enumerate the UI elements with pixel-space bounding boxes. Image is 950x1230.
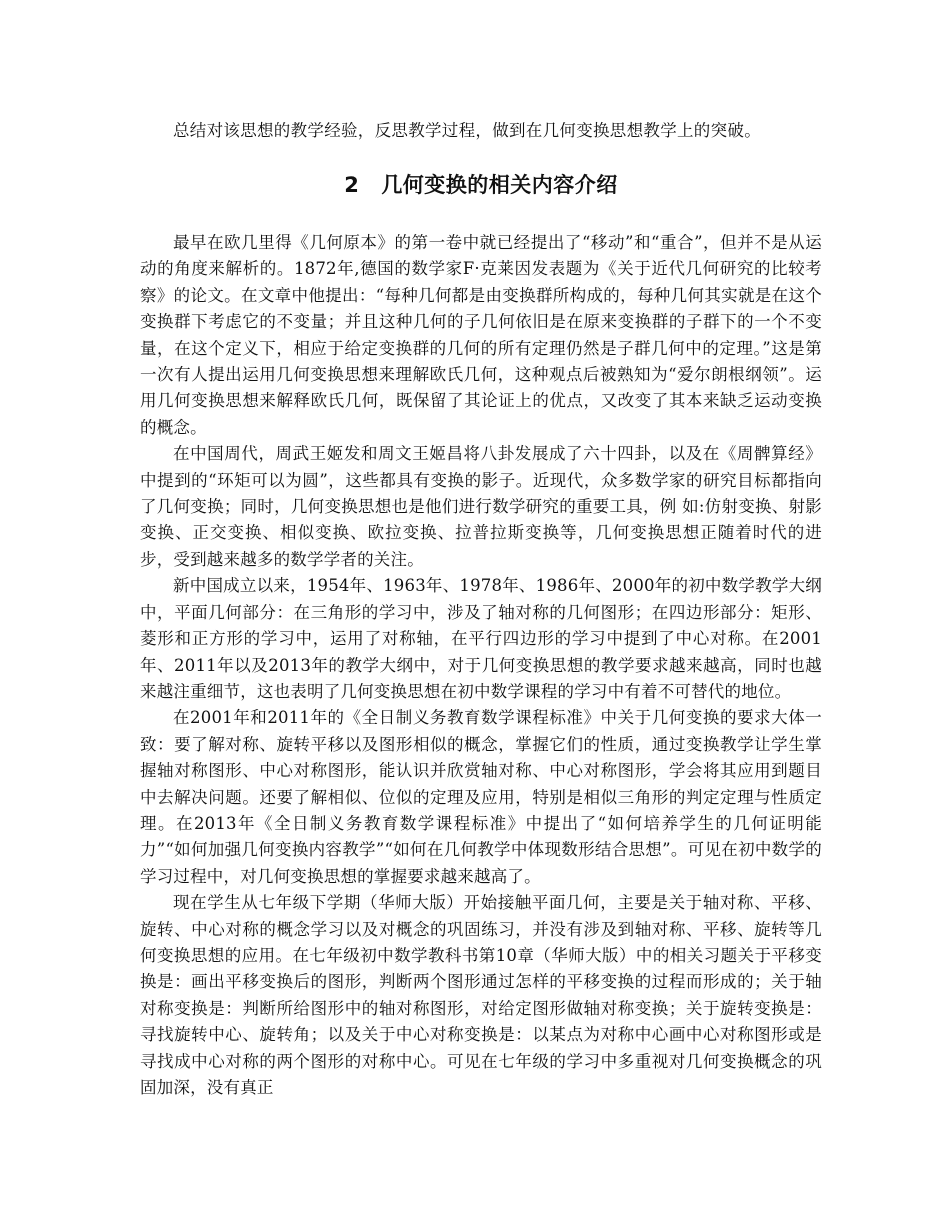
section-heading [140, 170, 822, 200]
paragraph-1: 最早在欧几里得《几何原本》的第一卷中就已经提出了“移动”和“重合”，但并不是从运动的角度来解析的。1872年,德国的数学家F·克莱因发表题为《关于近代几何研究的比较考察》的论文。在文章中他提出：“每种几何都是由变换群所构成的，每种几何其实就是在这个变换群下考虑它的不变量；并且这种几何的子几何依旧是在原来变换群的子群下的一个不变量，在这个定义下，相应于给定变换群的几何的所有定理仍然是子群几何中的定理。”这是第一次有人提出运用几何变换思想来理解欧氏几何，这种观点后被熟知为“爱尔朗根纲领”。运用几何变换思想来解释欧氏几何，既保留了其论证上的优点，又改变了其本来缺乏运动变换的概念。 [140, 233, 822, 437]
lead-paragraph: 总结对该思想的教学经验，反思教学过程，做到在几何变换思想教学上的突破。 [173, 121, 761, 140]
paragraph-4: 在2001年和2011年的《全日制义务教育数学课程标准》中关于几何变换的要求大体一致：要了解对称、旋转平移以及图形相似的概念，掌握它们的性质，通过变换教学让学生掌握轴对称图形、中心对称图形，能认识并欣赏轴对称、中心对称图形，学会将其应用到题目中去解决问题。还要了解相似、位似的定理及应用，特别是相似三角形的判定定理与性质定理。在2013年《全日制义务教育数学课程标准》中提出了“如何培养学生的几何证明能力”“如何加强几何变换内容教学”“如何在几何教学中体现数形结合思想”。可见在初中数学的学习过程中，对几何变换思想的掌握要求越来越高了。 [140, 708, 822, 886]
section-number: 2 [344, 173, 360, 197]
paragraph-3: 新中国成立以来，1954年、1963年、1978年、1986年、2000年的初中数学教学大纲中，平面几何部分：在三角形的学习中，涉及了轴对称的几何图形；在四边形部分：矩形、菱形和正方形的学习中，运用了对称轴，在平行四边形的学习中提到了中心对称。在2001年、2011年以及2013年的教学大纲中，对于几何变换思想的教学要求越来越高，同时也越来越注重细节，这也表明了几何变换思想在初中数学课程的学习中有着不可替代的地位。 [140, 576, 822, 701]
paragraph-2: 在中国周代，周武王姬发和周文王姬昌将八卦发展成了六十四卦，以及在《周髀算经》中提到的“环矩可以为圆”，这些都具有变换的影子。近现代，众多数学家的研究目标都指向了几何变换；同时，几何变换思想也是他们进行数学研究的重要工具，例 如:仿射变换、射影变换、正交变换、相似变换、欧拉变换、拉普拉斯变换等，几何变换思想正随着时代的进步，受到越来越多的数学学者的关注。 [140, 444, 822, 569]
section-title-text: 几何变换的相关内容介绍 [381, 173, 618, 197]
page-content [140, 118, 822, 1101]
paragraph-5: 现在学生从七年级下学期（华师大版）开始接触平面几何，主要是关于轴对称、平移、旋转、中心对称的概念学习以及对概念的巩固练习，并没有涉及到轴对称、平移、旋转等几何变换思想的应用。在七年级初中数学教科书第10章（华师大版）中的相关习题关于平移变换是：画出平移变换后的图形，判断两个图形通过怎样的平移变换的过程而形成的；关于轴对称变换是：判断所给图形中的轴对称图形，对给定图形做轴对称变换；关于旋转变换是：寻找旋转中心、旋转角；以及关于中心对称变换是：以某点为对称中心画中心对称图形或是寻找成中心对称的两个图形的对称中心。可见在七年级的学习中多重视对几何变换概念的巩固加深，没有真正 [140, 893, 822, 1097]
